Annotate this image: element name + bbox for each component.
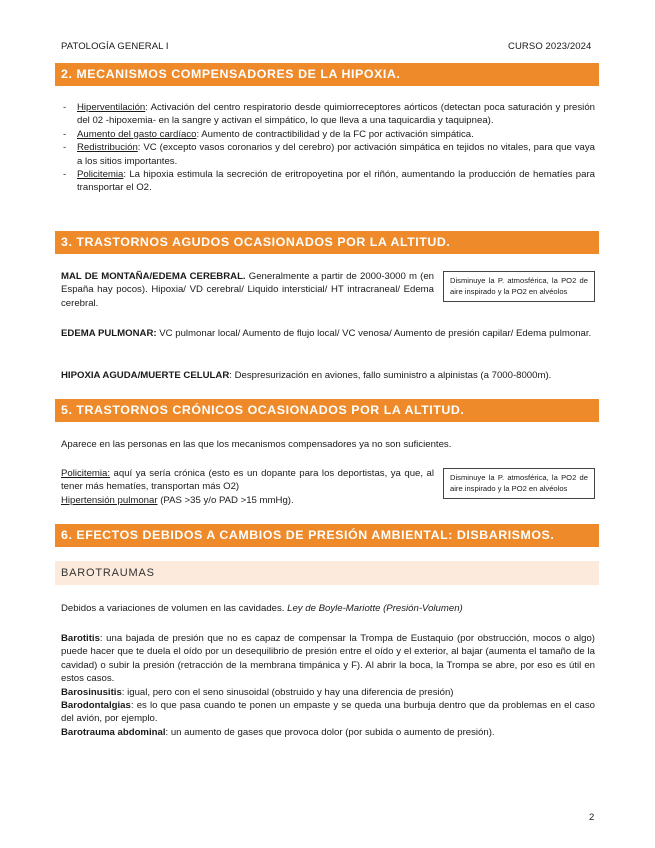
section-3-paragraph-mountain-sickness <box>61 270 434 310</box>
list-item <box>61 101 595 128</box>
section-2-list <box>61 101 595 195</box>
paragraph-text: Generalmente a partir de 2000-3000 m (en España hay pocos). Hipoxia/ VD cerebral/ Liquido intersticial/ HT intracraneal/ Edema cerebral. <box>61 271 434 309</box>
header-course-name: PATOLOGÍA GENERAL I <box>61 41 169 52</box>
paragraph-term: MAL DE MONTAÑA/EDEMA CEREBRAL. <box>61 271 246 282</box>
paragraph-text: (PAS >35 y/o PAD >15 mmHg). <box>157 494 294 506</box>
side-note-box: Disminuye la P. atmosférica, la PO2 de aire inspirado y la PO2 en alvéolos <box>443 271 595 302</box>
list-item <box>61 686 595 699</box>
paragraph-text: aquí ya sería crónica (esto es un dopante para los deportistas, ya que, al tener más hematíes, transportan más O2) <box>61 468 434 493</box>
page-number: 2 <box>589 812 595 823</box>
list-item-term: Hiperventilación <box>77 102 146 113</box>
list-item <box>61 699 595 726</box>
list-item-text: : una bajada de presión que no es capaz de compensar la Trompa de Eustaquio (por obstrucción, mocos o algo) puede hacer que te duela el oído por un desequilibrio de presión entre el oído y el exterior, al bajar (aumenta el tamaño de la cavidad) o subir la presión (retracción de la membrana timpánica y F). Al abrir la boca, la Trompa se abre, por eso es útil en estos casos. <box>61 633 595 685</box>
side-note-box: Disminuye la P. atmosférica, la PO2 de aire inspirado y la PO2 en alvéolos <box>443 468 595 499</box>
list-item-text: : VC (excepto vasos coronarios y del cerebro) por activación simpática en tejidos no vitales, para que vaya a los sitios importantes. <box>77 142 595 167</box>
list-item-text: : un aumento de gases que provoca dolor (por subida o aumento de presión). <box>165 726 495 738</box>
paragraph-term: HIPOXIA AGUDA/MUERTE CELULAR <box>61 370 230 381</box>
list-item-term: Barotitis <box>61 633 100 644</box>
section-6-list <box>61 632 595 739</box>
section-3-paragraph-pulmonary-edema <box>61 327 595 340</box>
list-item <box>61 632 595 686</box>
section-3-paragraph-acute-hypoxia <box>61 369 595 382</box>
list-item-term: Policitemia <box>77 169 124 181</box>
list-item <box>61 141 595 168</box>
list-item-term: Barodontalgias <box>61 700 131 712</box>
section-6-heading: 6. EFECTOS DEBIDOS A CAMBIOS DE PRESIÓN AMBIENTAL: DISBARISMOS. <box>55 524 599 547</box>
list-item-text: : La hipoxia estimula la secreción de eritropoyetina por el riñón, aumentando la producción de hematíes para transportar el O2. <box>77 169 595 194</box>
list-item-term: Barotrauma abdominal <box>61 726 166 738</box>
section-5-paragraph <box>61 467 434 507</box>
section-2-heading: 2. MECANISMOS COMPENSADORES DE LA HIPOXIA. <box>55 63 599 86</box>
list-item <box>61 128 595 141</box>
list-item <box>61 726 595 739</box>
paragraph-text: : Despresurización en aviones, fallo suministro a alpinistas (a 7000-8000m). <box>229 370 552 381</box>
list-item-term: Redistribución <box>77 142 138 154</box>
header-course-year: CURSO 2023/2024 <box>508 41 592 52</box>
subsection-heading: BAROTRAUMAS <box>55 561 599 585</box>
list-item-term: Barosinusitis <box>61 686 122 698</box>
paragraph-text: VC pulmonar local/ Aumento de flujo local/ VC venosa/ Aumento de presión capilar/ Edema pulmonar. <box>156 328 592 339</box>
section-3-heading: 3. TRASTORNOS AGUDOS OCASIONADOS POR LA ALTITUD. <box>55 231 599 254</box>
intro-law: Ley de Boyle-Mariotte (Presión-Volumen) <box>287 603 463 614</box>
list-item-text: : Activación del centro respiratorio desde quimiorreceptores aórticos (detectan poca saturación y presión del 02 -hipoxemia- en la sangre y activan el simpático, lo que lleva a una taquicardia y taquipnea). <box>77 102 595 127</box>
list-item-text: : es lo que pasa cuando te ponen un empaste y se queda una burbuja dentro que da problemas en el caso del avión, por ejemplo. <box>61 700 595 725</box>
section-5-heading: 5. TRASTORNOS CRÓNICOS OCASIONADOS POR LA ALTITUD. <box>55 399 599 422</box>
list-item-text: : igual, pero con el seno sinusoidal (obstruido y hay una diferencia de presión) <box>121 686 454 698</box>
section-6-intro <box>61 602 595 615</box>
list-item-term: Aumento del gasto cardíaco <box>77 128 197 140</box>
list-item <box>61 168 595 195</box>
section-5-intro: Aparece en las personas en las que los mecanismos compensadores ya no son suficientes. <box>61 439 452 450</box>
intro-text: Debidos a variaciones de volumen en las cavidades. <box>61 603 288 614</box>
list-item-text: : Aumento de contractibilidad y de la FC por activación simpática. <box>196 128 474 140</box>
paragraph-term: Hipertensión pulmonar <box>61 494 158 506</box>
paragraph-term: Policitemia: <box>61 468 111 479</box>
paragraph-term: EDEMA PULMONAR: <box>61 328 157 339</box>
